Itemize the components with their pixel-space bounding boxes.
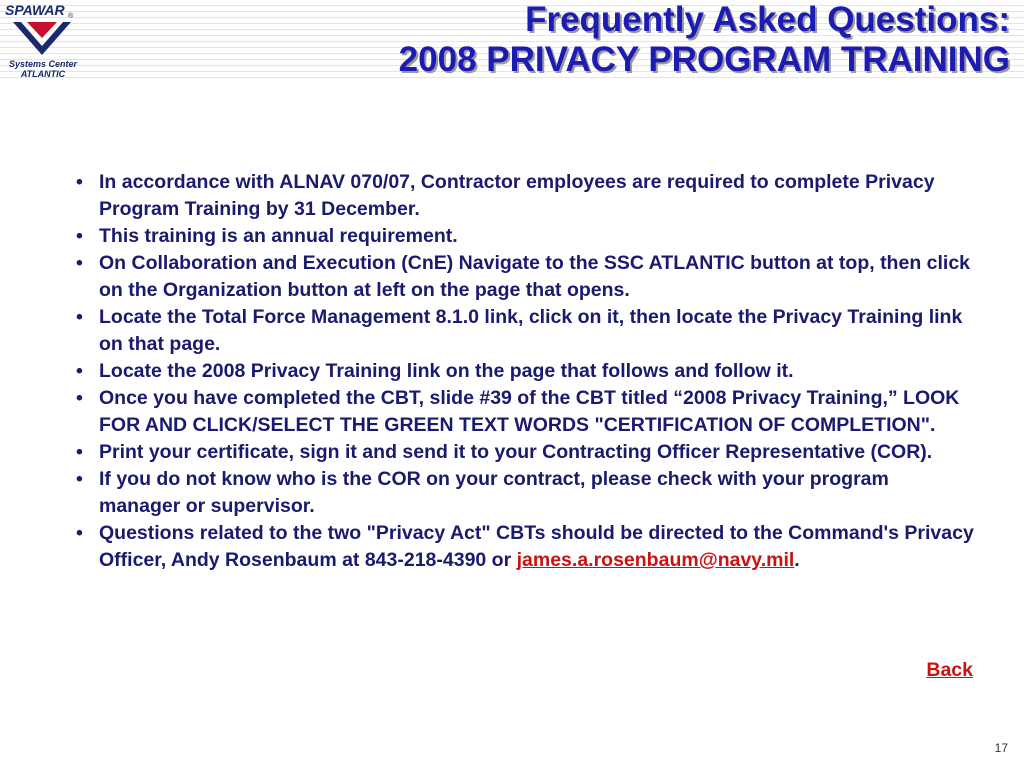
bullet-text: Locate the 2008 Privacy Training link on the page that follows and follow it. [99, 360, 794, 382]
spawar-logo [0, 0, 88, 80]
bullet-marker: • [76, 387, 83, 409]
bullet-marker: • [76, 441, 83, 463]
bullet-text: Once you have completed the CBT, slide #39 of the CBT titled “2008 Privacy Training,” LOOK FOR AND CLICK/SELECT THE GREEN TEXT WORDS "CERTIFICATION OF COMPLETION". [99, 387, 960, 436]
logo-subtitle-line2: ATLANTIC [20, 69, 66, 79]
logo-subtitle-line1: Systems Center [8, 59, 78, 69]
bullet-marker: • [76, 360, 83, 382]
bullet-item [74, 169, 974, 223]
page-number: 17 [994, 741, 1008, 755]
bullet-item [74, 304, 974, 358]
bullet-item [74, 250, 974, 304]
back-link[interactable]: Back [926, 659, 973, 681]
bullet-text: Questions related to the two "Privacy Act" CBTs should be directed to the Command's Privacy Officer, Andy Rosenbaum at 843-218-4390 or [99, 522, 974, 571]
page-title-line2: 2008 PRIVACY PROGRAM TRAINING [398, 40, 1010, 79]
bullet-item [74, 358, 974, 385]
bullet-item [74, 466, 974, 520]
bullet-marker: • [76, 171, 83, 193]
bullet-item [74, 385, 974, 439]
faq-bullet-list [74, 169, 974, 574]
bullet-text: This training is an annual requirement. [99, 225, 458, 247]
bullet-trailing-period: . [794, 549, 800, 571]
slide-header [0, 0, 1024, 80]
bullet-text: Print your certificate, sign it and send it to your Contracting Officer Representative (COR). [99, 441, 933, 463]
bullet-marker: • [76, 225, 83, 247]
bullet-text: In accordance with ALNAV 070/07, Contractor employees are required to complete Privacy Program Training by 31 December. [99, 171, 935, 220]
logo-brand: SPAWAR [5, 2, 65, 18]
bullet-item-contact [74, 520, 974, 574]
bullet-text: On Collaboration and Execution (CnE) Navigate to the SSC ATLANTIC button at top, then click on the Organization button at left on the page that opens. [99, 252, 971, 301]
bullet-marker: • [76, 522, 83, 544]
bullet-marker: • [76, 468, 83, 490]
bullet-item [74, 439, 974, 466]
privacy-officer-email-link[interactable]: james.a.rosenbaum@navy.mil [516, 549, 795, 571]
logo-registered-mark: ® [68, 13, 74, 20]
page-title [399, 0, 1010, 80]
bullet-text: If you do not know who is the COR on your contract, please check with your program manager or supervisor. [99, 468, 889, 517]
bullet-item [74, 223, 974, 250]
page-title-line1: Frequently Asked Questions: [525, 0, 1010, 39]
bullet-marker: • [76, 252, 83, 274]
bullet-text: Locate the Total Force Management 8.1.0 link, click on it, then locate the Privacy Training link on that page. [99, 306, 963, 355]
bullet-marker: • [76, 306, 83, 328]
